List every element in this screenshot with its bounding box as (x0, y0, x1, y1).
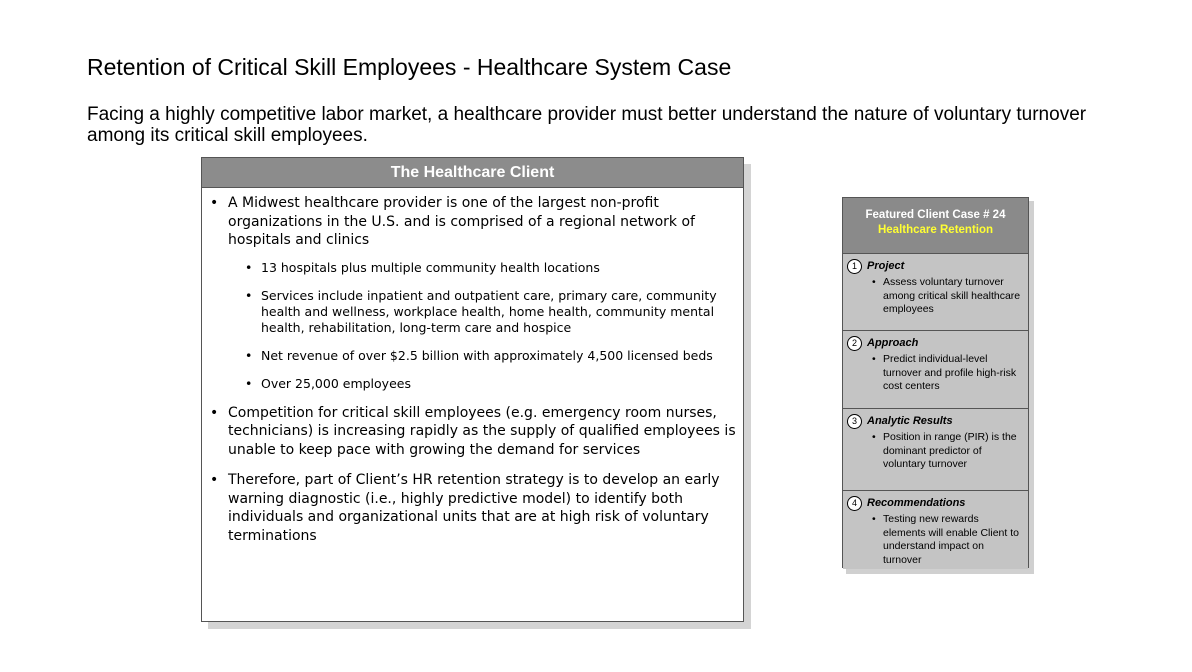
case-section-project (843, 254, 1028, 331)
bullet-glyph: • (210, 195, 219, 211)
case-section-text (872, 276, 1024, 317)
featured-case-name: Healthcare Retention (877, 224, 994, 236)
client-sub-bullet (228, 376, 737, 392)
page-subtitle: Facing a highly competitive labor market, a healthcare provider must better understand the nature of voluntary turnover among its critical skill employees. (87, 104, 1087, 146)
client-bullet-text: Therefore, part of Client’s HR retention strategy is to develop an early warning diagnostic (i.e., highly predictive model) to identify both individuals and organizational units that are at high risk of voluntary terminations (228, 472, 720, 544)
client-bullet (210, 471, 737, 545)
number-circle-icon: 1 (847, 259, 862, 274)
bullet-glyph: • (245, 287, 253, 303)
case-section-title: Analytic Results (867, 415, 953, 427)
client-bullet (210, 404, 737, 460)
featured-case-number: Featured Client Case # 24 (865, 209, 1006, 221)
number-circle-icon: 2 (847, 336, 862, 351)
client-bullet-list (210, 194, 737, 545)
client-bullet-text: Competition for critical skill employees (e.g. emergency room nurses, technicians) is increasing rapidly as the supply of qualified employees is unable to keep pace with growing the demand for services (228, 404, 736, 458)
featured-case-header (843, 198, 1028, 254)
bullet-glyph: • (872, 431, 876, 443)
case-section-title-row (847, 413, 1024, 429)
client-sub-bullet (228, 260, 737, 276)
case-section-text (872, 513, 1024, 567)
bullet-glyph: • (872, 276, 876, 288)
client-sub-bullet-list (228, 260, 737, 392)
case-section-title-row (847, 258, 1024, 274)
case-section-recommendations (843, 491, 1028, 569)
client-box (201, 157, 744, 622)
case-section-title: Approach (867, 337, 919, 349)
client-sub-bullet-text: Services include inpatient and outpatient care, primary care, community health and wellness, workplace health, home health, community mental health, rehabilitation, long-term care and hospice (261, 287, 717, 335)
bullet-glyph: • (872, 353, 876, 365)
case-section-analytic-results (843, 409, 1028, 491)
client-sub-bullet-text: 13 hospitals plus multiple community health locations (261, 259, 600, 275)
bullet-glyph: • (245, 347, 253, 363)
case-section-approach (843, 331, 1028, 409)
case-section-text-value: Testing new rewards elements will enable Client to understand impact on turnover (883, 513, 1019, 566)
case-section-title: Recommendations (867, 497, 966, 509)
featured-case-panel (842, 197, 1029, 568)
bullet-glyph: • (210, 404, 219, 421)
client-sub-bullet (228, 288, 737, 336)
case-section-text-value: Predict individual-level turnover and profile high-risk cost centers (883, 353, 1017, 392)
client-sub-bullet (228, 348, 737, 364)
client-bullet (210, 194, 737, 392)
case-section-title: Project (867, 260, 905, 272)
case-section-text-value: Assess voluntary turnover among critical skill healthcare employees (883, 276, 1021, 315)
case-section-title-row (847, 495, 1024, 511)
bullet-glyph: • (872, 513, 876, 525)
client-box-body (202, 188, 743, 545)
client-box-header: The Healthcare Client (202, 158, 743, 188)
case-section-title-row (847, 335, 1024, 351)
number-circle-icon: 4 (847, 496, 862, 511)
bullet-glyph: • (245, 375, 253, 391)
number-circle-icon: 3 (847, 414, 862, 429)
case-section-text-value: Position in range (PIR) is the dominant predictor of voluntary turnover (883, 431, 1017, 470)
client-sub-bullet-text: Over 25,000 employees (261, 375, 411, 391)
case-section-text (872, 353, 1024, 394)
page-title: Retention of Critical Skill Employees - Healthcare System Case (87, 54, 732, 80)
case-section-text (872, 431, 1024, 472)
bullet-glyph: • (210, 472, 219, 488)
client-bullet-text: A Midwest healthcare provider is one of the largest non-profit organizations in the U.S. and is comprised of a regional network of hospitals and clinics (228, 195, 695, 248)
client-sub-bullet-text: Net revenue of over $2.5 billion with approximately 4,500 licensed beds (261, 347, 713, 363)
bullet-glyph: • (245, 259, 253, 275)
